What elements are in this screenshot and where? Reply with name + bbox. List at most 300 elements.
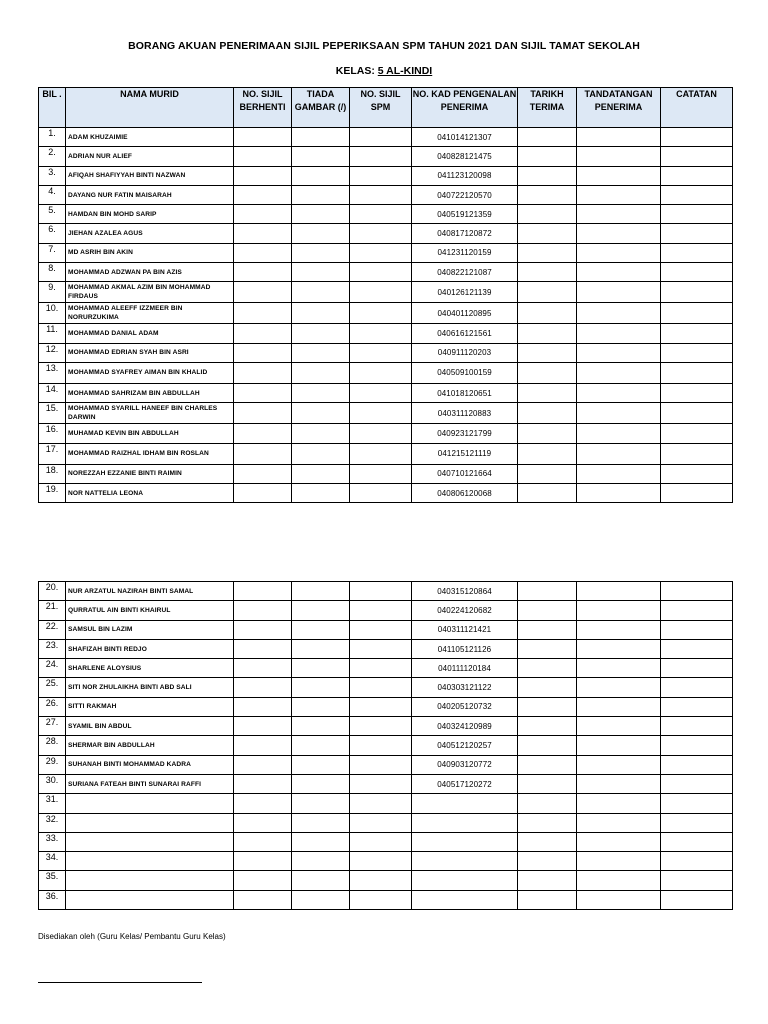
- student-name: [66, 794, 234, 813]
- tarikh-terima-cell: [518, 224, 577, 243]
- table-row: [39, 362, 733, 383]
- tandatangan-cell: [577, 324, 661, 343]
- catatan-cell: [661, 424, 733, 443]
- sijil-spm-cell: [350, 697, 412, 716]
- tandatangan-cell: [577, 343, 661, 362]
- ic-number: 040710121664: [412, 464, 518, 483]
- row-number: 8.: [39, 263, 66, 282]
- student-name: SURIANA FATEAH BINTI SUNARAI RAFFI: [66, 774, 234, 793]
- ic-number: 040616121561: [412, 324, 518, 343]
- table-row: [39, 697, 733, 716]
- catatan-cell: [661, 774, 733, 793]
- sijil-berhenti-cell: [234, 639, 292, 658]
- student-name: NOREZZAH EZZANIE BINTI RAIMIN: [66, 464, 234, 483]
- student-name: MD ASRIH BIN AKIN: [66, 243, 234, 262]
- header-bil: BIL .: [39, 88, 66, 128]
- sijil-berhenti-cell: [234, 424, 292, 443]
- row-number: 33.: [39, 832, 66, 851]
- sijil-berhenti-cell: [234, 678, 292, 697]
- tandatangan-cell: [577, 362, 661, 383]
- tandatangan-cell: [577, 205, 661, 224]
- table-row: [39, 464, 733, 483]
- tandatangan-cell: [577, 659, 661, 678]
- sijil-berhenti-cell: [234, 852, 292, 871]
- catatan-cell: [661, 343, 733, 362]
- catatan-cell: [661, 205, 733, 224]
- tandatangan-cell: [577, 424, 661, 443]
- ic-number: 040205120732: [412, 697, 518, 716]
- tiada-gambar-cell: [292, 852, 350, 871]
- catatan-cell: [661, 464, 733, 483]
- tarikh-terima-cell: [518, 166, 577, 185]
- tiada-gambar-cell: [292, 243, 350, 262]
- table-row: [39, 166, 733, 185]
- tiada-gambar-cell: [292, 282, 350, 303]
- student-name: SHARLENE ALOYSIUS: [66, 659, 234, 678]
- tandatangan-cell: [577, 697, 661, 716]
- sijil-berhenti-cell: [234, 871, 292, 890]
- student-name: MOHAMMAD RAIZHAL IDHAM BIN ROSLAN: [66, 443, 234, 464]
- tiada-gambar-cell: [292, 128, 350, 147]
- signature-line: [38, 974, 202, 983]
- sijil-berhenti-cell: [234, 601, 292, 620]
- table-row: [39, 774, 733, 793]
- tandatangan-cell: [577, 736, 661, 755]
- student-name: MOHAMMAD SAHRIZAM BIN ABDULLAH: [66, 383, 234, 402]
- tandatangan-cell: [577, 813, 661, 832]
- catatan-cell: [661, 185, 733, 204]
- tiada-gambar-cell: [292, 601, 350, 620]
- sijil-berhenti-cell: [234, 263, 292, 282]
- table-row: [39, 343, 733, 362]
- ic-number: [412, 794, 518, 813]
- tiada-gambar-cell: [292, 890, 350, 909]
- tiada-gambar-cell: [292, 185, 350, 204]
- table-row: [39, 324, 733, 343]
- tarikh-terima-cell: [518, 383, 577, 402]
- catatan-cell: [661, 601, 733, 620]
- table-row: [39, 601, 733, 620]
- tandatangan-cell: [577, 403, 661, 424]
- ic-number: 040311121421: [412, 620, 518, 639]
- table-row: [39, 185, 733, 204]
- row-number: 18.: [39, 464, 66, 483]
- sijil-spm-cell: [350, 736, 412, 755]
- tarikh-terima-cell: [518, 890, 577, 909]
- tandatangan-cell: [577, 166, 661, 185]
- sijil-spm-cell: [350, 871, 412, 890]
- catatan-cell: [661, 736, 733, 755]
- student-name: [66, 832, 234, 851]
- tiada-gambar-cell: [292, 483, 350, 502]
- sijil-berhenti-cell: [234, 755, 292, 774]
- table-row: [39, 303, 733, 324]
- ic-number: [412, 813, 518, 832]
- ic-number: [412, 832, 518, 851]
- tandatangan-cell: [577, 483, 661, 502]
- sijil-spm-cell: [350, 166, 412, 185]
- sijil-spm-cell: [350, 383, 412, 402]
- sijil-spm-cell: [350, 659, 412, 678]
- student-name: MOHAMMAD SYARILL HANEEF BIN CHARLES DARWIN: [66, 403, 234, 424]
- row-number: 12.: [39, 343, 66, 362]
- table-row: [39, 443, 733, 464]
- tandatangan-cell: [577, 871, 661, 890]
- tandatangan-cell: [577, 794, 661, 813]
- tarikh-terima-cell: [518, 852, 577, 871]
- catatan-cell: [661, 166, 733, 185]
- sijil-spm-cell: [350, 639, 412, 658]
- catatan-cell: [661, 582, 733, 601]
- sijil-berhenti-cell: [234, 166, 292, 185]
- table-row: [39, 147, 733, 166]
- row-number: 24.: [39, 659, 66, 678]
- sijil-spm-cell: [350, 794, 412, 813]
- sijil-berhenti-cell: [234, 582, 292, 601]
- sijil-spm-cell: [350, 224, 412, 243]
- catatan-cell: [661, 362, 733, 383]
- tarikh-terima-cell: [518, 464, 577, 483]
- table-row: [39, 383, 733, 402]
- row-number: 14.: [39, 383, 66, 402]
- tiada-gambar-cell: [292, 697, 350, 716]
- sijil-spm-cell: [350, 678, 412, 697]
- tarikh-terima-cell: [518, 243, 577, 262]
- row-number: 20.: [39, 582, 66, 601]
- student-name: MOHAMMAD EDRIAN SYAH BIN ASRI: [66, 343, 234, 362]
- class-label: [0, 65, 768, 77]
- tandatangan-cell: [577, 147, 661, 166]
- sijil-spm-cell: [350, 443, 412, 464]
- sijil-spm-cell: [350, 324, 412, 343]
- header-sijil-spm: NO. SIJIL SPM: [350, 88, 412, 128]
- catatan-cell: [661, 128, 733, 147]
- row-number: 15.: [39, 403, 66, 424]
- tiada-gambar-cell: [292, 639, 350, 658]
- row-number: 17.: [39, 443, 66, 464]
- catatan-cell: [661, 403, 733, 424]
- row-number: 28.: [39, 736, 66, 755]
- tiada-gambar-cell: [292, 263, 350, 282]
- row-number: 34.: [39, 852, 66, 871]
- sijil-spm-cell: [350, 582, 412, 601]
- header-row: [39, 88, 733, 128]
- tiada-gambar-cell: [292, 147, 350, 166]
- row-number: 23.: [39, 639, 66, 658]
- table-row: [39, 890, 733, 909]
- sijil-berhenti-cell: [234, 128, 292, 147]
- tiada-gambar-cell: [292, 659, 350, 678]
- sijil-spm-cell: [350, 205, 412, 224]
- sijil-spm-cell: [350, 343, 412, 362]
- catatan-cell: [661, 443, 733, 464]
- tiada-gambar-cell: [292, 166, 350, 185]
- tiada-gambar-cell: [292, 755, 350, 774]
- sijil-spm-cell: [350, 303, 412, 324]
- sijil-spm-cell: [350, 362, 412, 383]
- header-tiada-gambar: TIADA GAMBAR (/): [292, 88, 350, 128]
- prepared-by-label: Disediakan oleh (Guru Kelas/ Pembantu Guru Kelas): [38, 932, 226, 941]
- tarikh-terima-cell: [518, 620, 577, 639]
- sijil-berhenti-cell: [234, 697, 292, 716]
- catatan-cell: [661, 639, 733, 658]
- header-nama: NAMA MURID: [66, 88, 234, 128]
- student-name: SHERMAR BIN ABDULLAH: [66, 736, 234, 755]
- table-row: [39, 620, 733, 639]
- catatan-cell: [661, 620, 733, 639]
- sijil-berhenti-cell: [234, 205, 292, 224]
- sijil-spm-cell: [350, 832, 412, 851]
- ic-number: 040722120570: [412, 185, 518, 204]
- table-row: [39, 852, 733, 871]
- sijil-spm-cell: [350, 185, 412, 204]
- sijil-berhenti-cell: [234, 303, 292, 324]
- catatan-cell: [661, 303, 733, 324]
- student-name: MOHAMMAD SYAFREY AIMAN BIN KHALID: [66, 362, 234, 383]
- tandatangan-cell: [577, 185, 661, 204]
- sijil-berhenti-cell: [234, 343, 292, 362]
- sijil-berhenti-cell: [234, 620, 292, 639]
- row-number: 1.: [39, 128, 66, 147]
- table-row: [39, 639, 733, 658]
- student-name: ADAM KHUZAIMIE: [66, 128, 234, 147]
- header-kad-pengenalan: NO. KAD PENGENALAN PENERIMA: [412, 88, 518, 128]
- table-row: [39, 128, 733, 147]
- student-name: NUR ARZATUL NAZIRAH BINTI SAMAL: [66, 582, 234, 601]
- ic-number: 040126121139: [412, 282, 518, 303]
- tiada-gambar-cell: [292, 205, 350, 224]
- row-number: 13.: [39, 362, 66, 383]
- tarikh-terima-cell: [518, 185, 577, 204]
- header-catatan: CATATAN: [661, 88, 733, 128]
- tarikh-terima-cell: [518, 362, 577, 383]
- catatan-cell: [661, 697, 733, 716]
- student-name: DAYANG NUR FATIN MAISARAH: [66, 185, 234, 204]
- catatan-cell: [661, 755, 733, 774]
- tiada-gambar-cell: [292, 813, 350, 832]
- student-name: HAMDAN BIN MOHD SARIP: [66, 205, 234, 224]
- ic-number: 040822121087: [412, 263, 518, 282]
- tandatangan-cell: [577, 582, 661, 601]
- sijil-spm-cell: [350, 601, 412, 620]
- tiada-gambar-cell: [292, 464, 350, 483]
- catatan-cell: [661, 890, 733, 909]
- tarikh-terima-cell: [518, 443, 577, 464]
- catatan-cell: [661, 324, 733, 343]
- sijil-berhenti-cell: [234, 243, 292, 262]
- table-row: [39, 678, 733, 697]
- row-number: 2.: [39, 147, 66, 166]
- student-name: [66, 852, 234, 871]
- tandatangan-cell: [577, 755, 661, 774]
- sijil-spm-cell: [350, 890, 412, 909]
- tiada-gambar-cell: [292, 620, 350, 639]
- tarikh-terima-cell: [518, 794, 577, 813]
- tiada-gambar-cell: [292, 678, 350, 697]
- ic-number: 040224120682: [412, 601, 518, 620]
- sijil-berhenti-cell: [234, 324, 292, 343]
- row-number: 5.: [39, 205, 66, 224]
- catatan-cell: [661, 678, 733, 697]
- sijil-spm-cell: [350, 424, 412, 443]
- student-name: SITI NOR ZHULAIKHA BINTI ABD SALI: [66, 678, 234, 697]
- tiada-gambar-cell: [292, 582, 350, 601]
- header-tarikh: TARIKH TERIMA: [518, 88, 577, 128]
- tiada-gambar-cell: [292, 424, 350, 443]
- student-name: MOHAMMAD ADZWAN PA BIN AZIS: [66, 263, 234, 282]
- tiada-gambar-cell: [292, 871, 350, 890]
- row-number: 26.: [39, 697, 66, 716]
- sijil-berhenti-cell: [234, 224, 292, 243]
- class-name: 5 AL-KINDI: [377, 65, 433, 77]
- catatan-cell: [661, 224, 733, 243]
- student-name: NOR NATTELIA LEONA: [66, 483, 234, 502]
- ic-number: 041105121126: [412, 639, 518, 658]
- header-sijil-berhenti: NO. SIJIL BERHENTI: [234, 88, 292, 128]
- table-row: [39, 224, 733, 243]
- tiada-gambar-cell: [292, 224, 350, 243]
- tandatangan-cell: [577, 383, 661, 402]
- ic-number: 040903120772: [412, 755, 518, 774]
- sijil-spm-cell: [350, 755, 412, 774]
- sijil-berhenti-cell: [234, 362, 292, 383]
- table-row: [39, 403, 733, 424]
- ic-number: [412, 871, 518, 890]
- ic-number: [412, 852, 518, 871]
- tiada-gambar-cell: [292, 736, 350, 755]
- sijil-berhenti-cell: [234, 659, 292, 678]
- row-number: 36.: [39, 890, 66, 909]
- row-number: 30.: [39, 774, 66, 793]
- sijil-spm-cell: [350, 813, 412, 832]
- sijil-spm-cell: [350, 243, 412, 262]
- tiada-gambar-cell: [292, 832, 350, 851]
- sijil-spm-cell: [350, 620, 412, 639]
- tarikh-terima-cell: [518, 736, 577, 755]
- tarikh-terima-cell: [518, 639, 577, 658]
- tiada-gambar-cell: [292, 303, 350, 324]
- table-row: [39, 755, 733, 774]
- catatan-cell: [661, 659, 733, 678]
- header-tandatangan: TANDATANGAN PENERIMA: [577, 88, 661, 128]
- ic-number: 040923121799: [412, 424, 518, 443]
- sijil-berhenti-cell: [234, 813, 292, 832]
- tandatangan-cell: [577, 678, 661, 697]
- row-number: 7.: [39, 243, 66, 262]
- tandatangan-cell: [577, 224, 661, 243]
- row-number: 9.: [39, 282, 66, 303]
- catatan-cell: [661, 813, 733, 832]
- tiada-gambar-cell: [292, 324, 350, 343]
- tandatangan-cell: [577, 601, 661, 620]
- sijil-berhenti-cell: [234, 717, 292, 736]
- row-number: 11.: [39, 324, 66, 343]
- table-row: [39, 263, 733, 282]
- tandatangan-cell: [577, 464, 661, 483]
- ic-number: [412, 890, 518, 909]
- student-name: SHAFIZAH BINTI REDJO: [66, 639, 234, 658]
- catatan-cell: [661, 871, 733, 890]
- row-number: 25.: [39, 678, 66, 697]
- ic-number: 040517120272: [412, 774, 518, 793]
- table-row: [39, 871, 733, 890]
- tarikh-terima-cell: [518, 774, 577, 793]
- tarikh-terima-cell: [518, 282, 577, 303]
- row-number: 10.: [39, 303, 66, 324]
- sijil-spm-cell: [350, 263, 412, 282]
- catatan-cell: [661, 794, 733, 813]
- student-name: MUHAMAD KEVIN BIN ABDULLAH: [66, 424, 234, 443]
- tarikh-terima-cell: [518, 601, 577, 620]
- sijil-berhenti-cell: [234, 736, 292, 755]
- ic-number: 041231120159: [412, 243, 518, 262]
- tiada-gambar-cell: [292, 794, 350, 813]
- table-row: [39, 794, 733, 813]
- sijil-spm-cell: [350, 147, 412, 166]
- tiada-gambar-cell: [292, 362, 350, 383]
- table-row: [39, 582, 733, 601]
- tarikh-terima-cell: [518, 582, 577, 601]
- sijil-berhenti-cell: [234, 832, 292, 851]
- tarikh-terima-cell: [518, 424, 577, 443]
- tandatangan-cell: [577, 243, 661, 262]
- sijil-spm-cell: [350, 282, 412, 303]
- student-name: MOHAMMAD AKMAL AZIM BIN MOHAMMAD FIRDAUS: [66, 282, 234, 303]
- tarikh-terima-cell: [518, 483, 577, 502]
- ic-number: 040111120184: [412, 659, 518, 678]
- sijil-berhenti-cell: [234, 403, 292, 424]
- row-number: 35.: [39, 871, 66, 890]
- tarikh-terima-cell: [518, 343, 577, 362]
- student-name: SAMSUL BIN LAZIM: [66, 620, 234, 639]
- sijil-berhenti-cell: [234, 443, 292, 464]
- ic-number: 041123120098: [412, 166, 518, 185]
- tiada-gambar-cell: [292, 443, 350, 464]
- student-name: [66, 813, 234, 832]
- table-row: [39, 483, 733, 502]
- student-name: MOHAMMAD ALEEFF IZZMEER BIN NORURZUKIMA: [66, 303, 234, 324]
- sijil-spm-cell: [350, 464, 412, 483]
- table-row: [39, 659, 733, 678]
- catatan-cell: [661, 282, 733, 303]
- tandatangan-cell: [577, 128, 661, 147]
- tarikh-terima-cell: [518, 403, 577, 424]
- student-name: JIEHAN AZALEA AGUS: [66, 224, 234, 243]
- ic-number: 040401120895: [412, 303, 518, 324]
- catatan-cell: [661, 717, 733, 736]
- sijil-berhenti-cell: [234, 147, 292, 166]
- sijil-berhenti-cell: [234, 185, 292, 204]
- student-name: [66, 871, 234, 890]
- sijil-spm-cell: [350, 774, 412, 793]
- tiada-gambar-cell: [292, 774, 350, 793]
- ic-number: 040324120989: [412, 717, 518, 736]
- table-row: [39, 832, 733, 851]
- row-number: 22.: [39, 620, 66, 639]
- table-row: [39, 717, 733, 736]
- student-name: SUHANAH BINTI MOHAMMAD KADRA: [66, 755, 234, 774]
- row-number: 16.: [39, 424, 66, 443]
- ic-number: 040806120068: [412, 483, 518, 502]
- table-row: [39, 282, 733, 303]
- tiada-gambar-cell: [292, 717, 350, 736]
- tandatangan-cell: [577, 620, 661, 639]
- student-name: AFIQAH SHAFIYYAH BINTI NAZWAN: [66, 166, 234, 185]
- ic-number: 040303121122: [412, 678, 518, 697]
- student-name: ADRIAN NUR ALIEF: [66, 147, 234, 166]
- tandatangan-cell: [577, 890, 661, 909]
- table-row: [39, 205, 733, 224]
